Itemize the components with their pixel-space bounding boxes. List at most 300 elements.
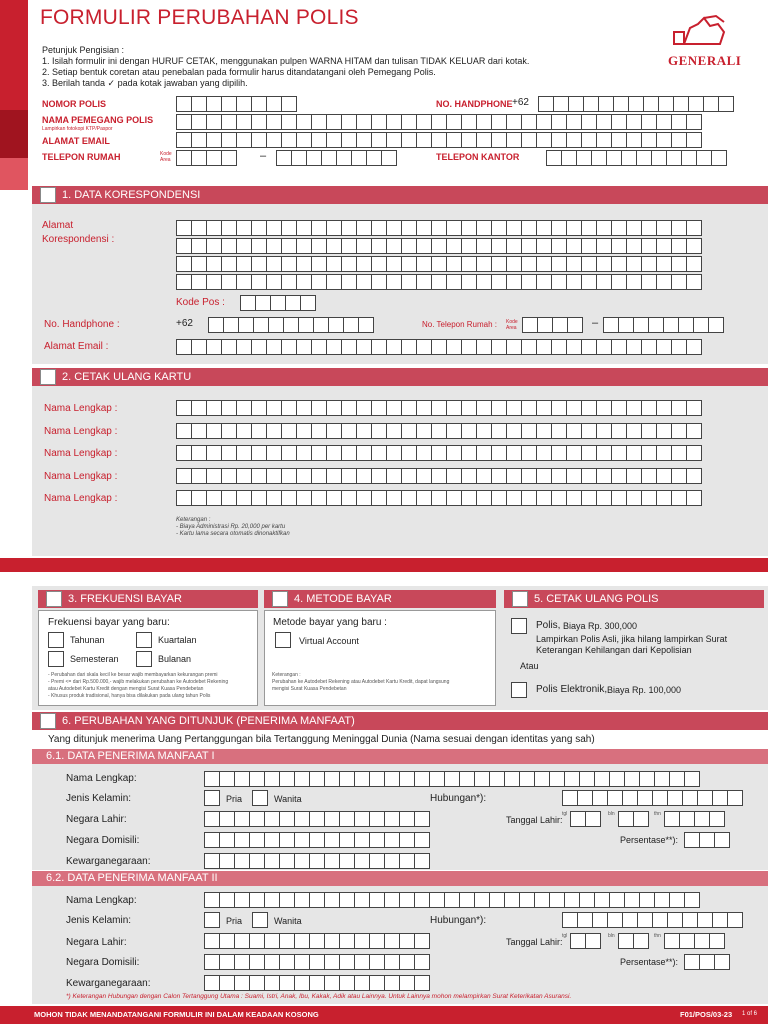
char-box[interactable] (281, 96, 297, 112)
char-box[interactable] (356, 238, 372, 254)
char-box[interactable] (279, 811, 295, 827)
char-box[interactable] (191, 490, 207, 506)
char-box[interactable] (324, 853, 340, 869)
char-box[interactable] (522, 317, 538, 333)
char-box[interactable] (611, 114, 627, 130)
char-box[interactable] (504, 771, 520, 787)
char-box[interactable] (596, 339, 612, 355)
char-box[interactable] (561, 150, 577, 166)
polis-checkbox[interactable] (511, 618, 527, 634)
char-box[interactable] (637, 790, 653, 806)
char-box[interactable] (356, 256, 372, 272)
char-box[interactable] (341, 256, 357, 272)
char-box[interactable] (476, 339, 492, 355)
char-box[interactable] (607, 912, 623, 928)
char-box[interactable] (577, 790, 593, 806)
char-box[interactable] (536, 445, 552, 461)
char-box[interactable] (656, 274, 672, 290)
char-box[interactable] (298, 317, 314, 333)
char-box[interactable] (566, 256, 582, 272)
char-box[interactable] (633, 811, 649, 827)
char-box[interactable] (607, 790, 623, 806)
char-box[interactable] (176, 114, 192, 130)
char-box[interactable] (461, 445, 477, 461)
char-box[interactable] (176, 400, 192, 416)
char-box[interactable] (399, 954, 415, 970)
char-box[interactable] (641, 490, 657, 506)
char-box[interactable] (521, 220, 537, 236)
char-box[interactable] (371, 423, 387, 439)
char-box[interactable] (461, 490, 477, 506)
char-box[interactable] (714, 954, 730, 970)
char-box[interactable] (221, 400, 237, 416)
char-box[interactable] (401, 490, 417, 506)
kartu-nama-1-input[interactable] (176, 400, 701, 416)
char-box[interactable] (626, 132, 642, 148)
b1-negara-lahir-input[interactable] (204, 811, 429, 827)
char-box[interactable] (384, 811, 400, 827)
char-box[interactable] (251, 400, 267, 416)
char-box[interactable] (684, 954, 700, 970)
char-box[interactable] (536, 256, 552, 272)
char-box[interactable] (551, 339, 567, 355)
section-5-checkbox[interactable] (512, 591, 528, 607)
char-box[interactable] (176, 274, 192, 290)
char-box[interactable] (339, 933, 355, 949)
char-box[interactable] (206, 400, 222, 416)
char-box[interactable] (266, 114, 282, 130)
char-box[interactable] (279, 892, 295, 908)
b1-negara-domisili-input[interactable] (204, 832, 429, 848)
char-box[interactable] (416, 238, 432, 254)
char-box[interactable] (326, 132, 342, 148)
char-box[interactable] (414, 892, 430, 908)
char-box[interactable] (249, 771, 265, 787)
char-box[interactable] (536, 132, 552, 148)
char-box[interactable] (536, 468, 552, 484)
char-box[interactable] (639, 771, 655, 787)
char-box[interactable] (585, 933, 601, 949)
bulanan-checkbox[interactable] (136, 651, 152, 667)
char-box[interactable] (336, 150, 352, 166)
char-box[interactable] (609, 771, 625, 787)
char-box[interactable] (727, 790, 743, 806)
char-box[interactable] (562, 912, 578, 928)
char-box[interactable] (506, 400, 522, 416)
char-box[interactable] (306, 150, 322, 166)
char-box[interactable] (176, 238, 192, 254)
char-box[interactable] (414, 933, 430, 949)
char-box[interactable] (652, 790, 668, 806)
char-box[interactable] (667, 790, 683, 806)
char-box[interactable] (431, 400, 447, 416)
s1-telepon-area-input[interactable] (522, 317, 582, 333)
char-box[interactable] (581, 220, 597, 236)
char-box[interactable] (384, 771, 400, 787)
char-box[interactable] (570, 933, 586, 949)
char-box[interactable] (234, 933, 250, 949)
char-box[interactable] (251, 445, 267, 461)
char-box[interactable] (401, 339, 417, 355)
kartu-nama-3-input[interactable] (176, 445, 701, 461)
char-box[interactable] (581, 256, 597, 272)
char-box[interactable] (446, 400, 462, 416)
char-box[interactable] (581, 490, 597, 506)
char-box[interactable] (416, 468, 432, 484)
char-box[interactable] (401, 445, 417, 461)
char-box[interactable] (206, 132, 222, 148)
char-box[interactable] (279, 832, 295, 848)
char-box[interactable] (476, 238, 492, 254)
char-box[interactable] (294, 771, 310, 787)
char-box[interactable] (279, 933, 295, 949)
char-box[interactable] (626, 256, 642, 272)
char-box[interactable] (176, 339, 192, 355)
char-box[interactable] (371, 132, 387, 148)
char-box[interactable] (686, 220, 702, 236)
char-box[interactable] (431, 220, 447, 236)
char-box[interactable] (191, 114, 207, 130)
char-box[interactable] (476, 423, 492, 439)
char-box[interactable] (356, 220, 372, 236)
char-box[interactable] (686, 400, 702, 416)
char-box[interactable] (356, 445, 372, 461)
char-box[interactable] (551, 423, 567, 439)
char-box[interactable] (431, 256, 447, 272)
char-box[interactable] (191, 423, 207, 439)
char-box[interactable] (664, 811, 680, 827)
char-box[interactable] (694, 933, 710, 949)
char-box[interactable] (656, 114, 672, 130)
char-box[interactable] (264, 811, 280, 827)
char-box[interactable] (399, 811, 415, 827)
char-box[interactable] (281, 114, 297, 130)
char-box[interactable] (606, 150, 622, 166)
char-box[interactable] (401, 256, 417, 272)
char-box[interactable] (296, 220, 312, 236)
char-box[interactable] (204, 975, 220, 991)
char-box[interactable] (281, 468, 297, 484)
char-box[interactable] (592, 912, 608, 928)
b1-hubungan-input[interactable] (562, 790, 742, 806)
char-box[interactable] (326, 114, 342, 130)
char-box[interactable] (176, 423, 192, 439)
char-box[interactable] (671, 256, 687, 272)
char-box[interactable] (712, 912, 728, 928)
char-box[interactable] (637, 912, 653, 928)
char-box[interactable] (276, 150, 292, 166)
b2-thn-input[interactable] (664, 933, 724, 949)
char-box[interactable] (682, 912, 698, 928)
char-box[interactable] (416, 256, 432, 272)
char-box[interactable] (581, 468, 597, 484)
char-box[interactable] (296, 132, 312, 148)
char-box[interactable] (461, 256, 477, 272)
char-box[interactable] (613, 96, 629, 112)
char-box[interactable] (356, 114, 372, 130)
char-box[interactable] (369, 832, 385, 848)
char-box[interactable] (251, 132, 267, 148)
char-box[interactable] (236, 445, 252, 461)
char-box[interactable] (581, 132, 597, 148)
char-box[interactable] (234, 954, 250, 970)
char-box[interactable] (384, 975, 400, 991)
char-box[interactable] (686, 423, 702, 439)
char-box[interactable] (459, 771, 475, 787)
char-box[interactable] (266, 220, 282, 236)
char-box[interactable] (506, 220, 522, 236)
char-box[interactable] (384, 853, 400, 869)
char-box[interactable] (476, 400, 492, 416)
char-box[interactable] (551, 400, 567, 416)
char-box[interactable] (221, 339, 237, 355)
char-box[interactable] (446, 220, 462, 236)
b1-thn-input[interactable] (664, 811, 724, 827)
char-box[interactable] (249, 975, 265, 991)
char-box[interactable] (594, 771, 610, 787)
char-box[interactable] (667, 912, 683, 928)
char-box[interactable] (294, 975, 310, 991)
char-box[interactable] (354, 954, 370, 970)
char-box[interactable] (566, 468, 582, 484)
char-box[interactable] (551, 238, 567, 254)
char-box[interactable] (311, 490, 327, 506)
char-box[interactable] (371, 468, 387, 484)
char-box[interactable] (401, 238, 417, 254)
char-box[interactable] (371, 445, 387, 461)
char-box[interactable] (356, 468, 372, 484)
char-box[interactable] (324, 954, 340, 970)
char-box[interactable] (536, 339, 552, 355)
char-box[interactable] (236, 96, 252, 112)
char-box[interactable] (566, 274, 582, 290)
char-box[interactable] (414, 811, 430, 827)
char-box[interactable] (223, 317, 239, 333)
char-box[interactable] (208, 317, 224, 333)
char-box[interactable] (266, 339, 282, 355)
char-box[interactable] (266, 256, 282, 272)
char-box[interactable] (581, 339, 597, 355)
char-box[interactable] (176, 96, 192, 112)
char-box[interactable] (429, 771, 445, 787)
char-box[interactable] (386, 114, 402, 130)
char-box[interactable] (641, 220, 657, 236)
char-box[interactable] (566, 339, 582, 355)
char-box[interactable] (204, 771, 220, 787)
char-box[interactable] (461, 274, 477, 290)
b2-tgl-input[interactable] (570, 933, 600, 949)
b1-persentase-input[interactable] (684, 832, 729, 848)
char-box[interactable] (416, 114, 432, 130)
char-box[interactable] (461, 220, 477, 236)
char-box[interactable] (236, 490, 252, 506)
char-box[interactable] (686, 114, 702, 130)
char-box[interactable] (686, 132, 702, 148)
char-box[interactable] (401, 114, 417, 130)
char-box[interactable] (238, 317, 254, 333)
char-box[interactable] (234, 811, 250, 827)
char-box[interactable] (221, 238, 237, 254)
char-box[interactable] (326, 490, 342, 506)
char-box[interactable] (324, 975, 340, 991)
char-box[interactable] (551, 274, 567, 290)
char-box[interactable] (656, 490, 672, 506)
char-box[interactable] (491, 400, 507, 416)
char-box[interactable] (641, 114, 657, 130)
char-box[interactable] (444, 892, 460, 908)
char-box[interactable] (476, 445, 492, 461)
char-box[interactable] (281, 400, 297, 416)
char-box[interactable] (671, 220, 687, 236)
char-box[interactable] (204, 832, 220, 848)
char-box[interactable] (281, 220, 297, 236)
char-box[interactable] (356, 132, 372, 148)
char-box[interactable] (671, 132, 687, 148)
char-box[interactable] (206, 423, 222, 439)
char-box[interactable] (251, 490, 267, 506)
char-box[interactable] (251, 114, 267, 130)
s1-handphone-input[interactable] (208, 317, 373, 333)
char-box[interactable] (656, 238, 672, 254)
char-box[interactable] (354, 853, 370, 869)
char-box[interactable] (697, 790, 713, 806)
char-box[interactable] (694, 811, 710, 827)
char-box[interactable] (656, 339, 672, 355)
char-box[interactable] (204, 853, 220, 869)
char-box[interactable] (366, 150, 382, 166)
alamat-line-2[interactable] (176, 238, 701, 254)
char-box[interactable] (296, 256, 312, 272)
char-box[interactable] (521, 274, 537, 290)
char-box[interactable] (191, 400, 207, 416)
char-box[interactable] (656, 445, 672, 461)
char-box[interactable] (431, 468, 447, 484)
char-box[interactable] (538, 96, 554, 112)
char-box[interactable] (699, 832, 715, 848)
char-box[interactable] (576, 150, 592, 166)
char-box[interactable] (534, 892, 550, 908)
char-box[interactable] (356, 400, 372, 416)
char-box[interactable] (581, 114, 597, 130)
char-box[interactable] (611, 423, 627, 439)
char-box[interactable] (206, 150, 222, 166)
char-box[interactable] (234, 975, 250, 991)
char-box[interactable] (669, 892, 685, 908)
char-box[interactable] (326, 256, 342, 272)
char-box[interactable] (236, 468, 252, 484)
char-box[interactable] (266, 238, 282, 254)
char-box[interactable] (219, 811, 235, 827)
char-box[interactable] (536, 423, 552, 439)
char-box[interactable] (341, 400, 357, 416)
char-box[interactable] (567, 317, 583, 333)
char-box[interactable] (251, 468, 267, 484)
char-box[interactable] (326, 274, 342, 290)
char-box[interactable] (641, 423, 657, 439)
char-box[interactable] (309, 771, 325, 787)
alamat-email-input[interactable] (176, 132, 701, 148)
char-box[interactable] (281, 256, 297, 272)
char-box[interactable] (234, 892, 250, 908)
char-box[interactable] (251, 220, 267, 236)
char-box[interactable] (283, 317, 299, 333)
char-box[interactable] (236, 423, 252, 439)
char-box[interactable] (663, 317, 679, 333)
char-box[interactable] (176, 468, 192, 484)
char-box[interactable] (206, 339, 222, 355)
char-box[interactable] (429, 892, 445, 908)
char-box[interactable] (341, 490, 357, 506)
char-box[interactable] (326, 468, 342, 484)
char-box[interactable] (491, 490, 507, 506)
char-box[interactable] (551, 114, 567, 130)
char-box[interactable] (371, 339, 387, 355)
char-box[interactable] (341, 339, 357, 355)
char-box[interactable] (611, 274, 627, 290)
char-box[interactable] (521, 238, 537, 254)
char-box[interactable] (236, 256, 252, 272)
char-box[interactable] (521, 490, 537, 506)
char-box[interactable] (221, 114, 237, 130)
char-box[interactable] (727, 912, 743, 928)
alamat-line-1[interactable] (176, 220, 701, 236)
char-box[interactable] (236, 114, 252, 130)
char-box[interactable] (656, 423, 672, 439)
char-box[interactable] (249, 853, 265, 869)
char-box[interactable] (281, 274, 297, 290)
char-box[interactable] (414, 954, 430, 970)
char-box[interactable] (618, 317, 634, 333)
telepon-rumah-area-input[interactable] (176, 150, 236, 166)
char-box[interactable] (206, 274, 222, 290)
char-box[interactable] (552, 317, 568, 333)
char-box[interactable] (566, 238, 582, 254)
char-box[interactable] (249, 954, 265, 970)
char-box[interactable] (401, 468, 417, 484)
char-box[interactable] (321, 150, 337, 166)
char-box[interactable] (416, 423, 432, 439)
char-box[interactable] (476, 490, 492, 506)
char-box[interactable] (446, 445, 462, 461)
section-3-checkbox[interactable] (46, 591, 62, 607)
char-box[interactable] (401, 400, 417, 416)
char-box[interactable] (671, 468, 687, 484)
char-box[interactable] (219, 853, 235, 869)
char-box[interactable] (416, 220, 432, 236)
char-box[interactable] (191, 220, 207, 236)
char-box[interactable] (626, 400, 642, 416)
virtual-account-checkbox[interactable] (275, 632, 291, 648)
char-box[interactable] (240, 295, 256, 311)
char-box[interactable] (592, 790, 608, 806)
char-box[interactable] (673, 96, 689, 112)
char-box[interactable] (521, 400, 537, 416)
char-box[interactable] (339, 892, 355, 908)
char-box[interactable] (343, 317, 359, 333)
char-box[interactable] (251, 96, 267, 112)
char-box[interactable] (624, 892, 640, 908)
char-box[interactable] (671, 445, 687, 461)
char-box[interactable] (671, 114, 687, 130)
char-box[interactable] (712, 790, 728, 806)
char-box[interactable] (621, 150, 637, 166)
char-box[interactable] (596, 400, 612, 416)
char-box[interactable] (371, 400, 387, 416)
char-box[interactable] (671, 274, 687, 290)
char-box[interactable] (386, 339, 402, 355)
char-box[interactable] (339, 811, 355, 827)
char-box[interactable] (671, 339, 687, 355)
